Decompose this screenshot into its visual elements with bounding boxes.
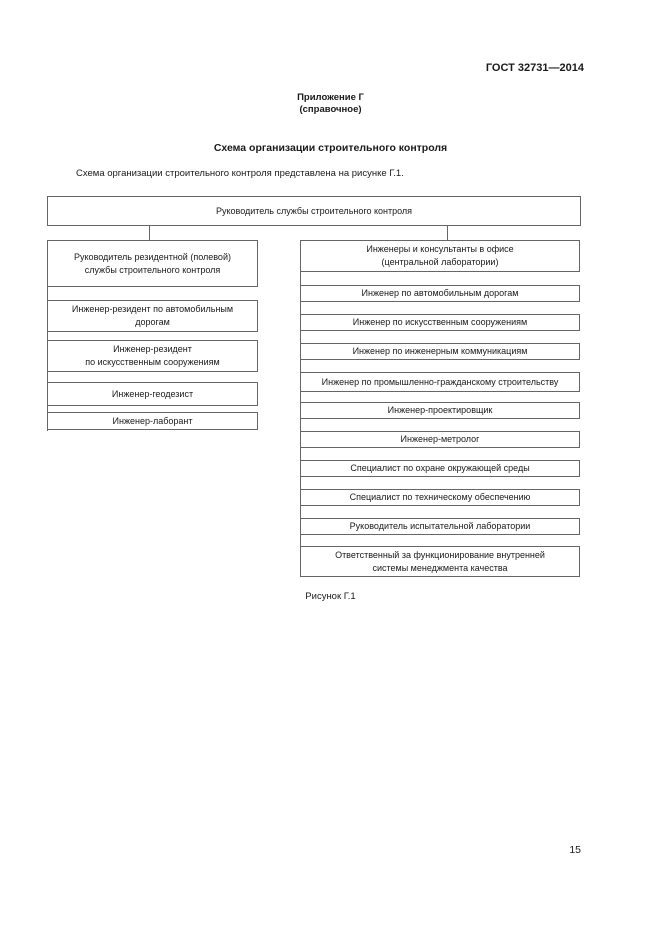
left-item-box — [47, 300, 258, 332]
connector-right — [447, 226, 448, 240]
box-text-line: Инженер-метролог — [400, 434, 480, 444]
box-text-line: Инженер по автомобильным дорогам — [361, 288, 519, 298]
box-text-line: Руководитель службы строительного контроля — [215, 205, 413, 216]
box-text-line: Инженер-лаборант — [112, 415, 193, 426]
connector-left — [149, 226, 150, 240]
left-item-box — [47, 382, 258, 406]
figure-caption: Рисунок Г.1 — [305, 591, 356, 602]
box-text-line: Инженер-резидент по автомобильным — [71, 304, 234, 314]
box-text-line: Руководитель резидентной (полевой) — [74, 251, 231, 262]
right-item-box — [300, 518, 580, 535]
box-text-line: службы строительного контроля — [84, 264, 221, 275]
right-item-box — [300, 343, 580, 360]
box-text-line: Специалист по техническому обеспечению — [349, 492, 531, 502]
box-text-line: Инженер-проектировщик — [387, 405, 493, 415]
right-head-box — [300, 240, 580, 272]
document-code: ГОСТ 32731—2014 — [485, 62, 584, 74]
right-item-box — [300, 431, 580, 448]
box-text-line: Инженер по промышленно-гражданскому строительству — [321, 376, 559, 387]
right-item-box — [300, 314, 580, 331]
box-text-line: Руководитель испытательной лаборатории — [349, 521, 531, 531]
intro-paragraph: Схема организации строительного контроля представлена на рисунке Г.1. — [76, 168, 404, 179]
box-text-line: Инженер по искусственным сооружениям — [352, 317, 528, 327]
box-text-line: Инженер-геодезист — [111, 388, 194, 399]
box-text-line: по искусственным сооружениям — [85, 357, 220, 367]
box-text-line: Ответственный за функционирование внутренней — [335, 549, 545, 560]
box-text-line: Инженеры и консультанты в офисе — [366, 244, 514, 254]
box-text-line: системы менеджмента качества — [372, 562, 508, 573]
right-item-box — [300, 460, 580, 477]
appendix-heading — [0, 92, 661, 116]
box-text-line: (центральной лаборатории) — [381, 257, 499, 267]
box-text-line: Инженер по инженерным коммуникациям — [352, 346, 528, 356]
right-item-box — [300, 546, 580, 577]
section-title: Схема организации строительного контроля — [213, 142, 448, 154]
appendix-subtitle: (справочное) — [299, 104, 362, 115]
left-item-box — [47, 340, 258, 372]
right-item-box — [300, 402, 580, 419]
box-text-line: дорогам — [135, 317, 170, 327]
box-text-line: Инженер-резидент — [113, 344, 192, 354]
left-spine — [47, 287, 48, 431]
box-text-line: Специалист по охране окружающей среды — [350, 463, 530, 473]
right-spine — [300, 272, 301, 576]
left-item-box — [47, 412, 258, 430]
page-number: 15 — [569, 844, 581, 856]
right-item-box — [300, 489, 580, 506]
left-head-box — [47, 240, 258, 287]
right-item-box — [300, 372, 580, 392]
appendix-title: Приложение Г — [297, 92, 364, 103]
root-box — [47, 196, 581, 226]
right-item-box — [300, 285, 580, 302]
